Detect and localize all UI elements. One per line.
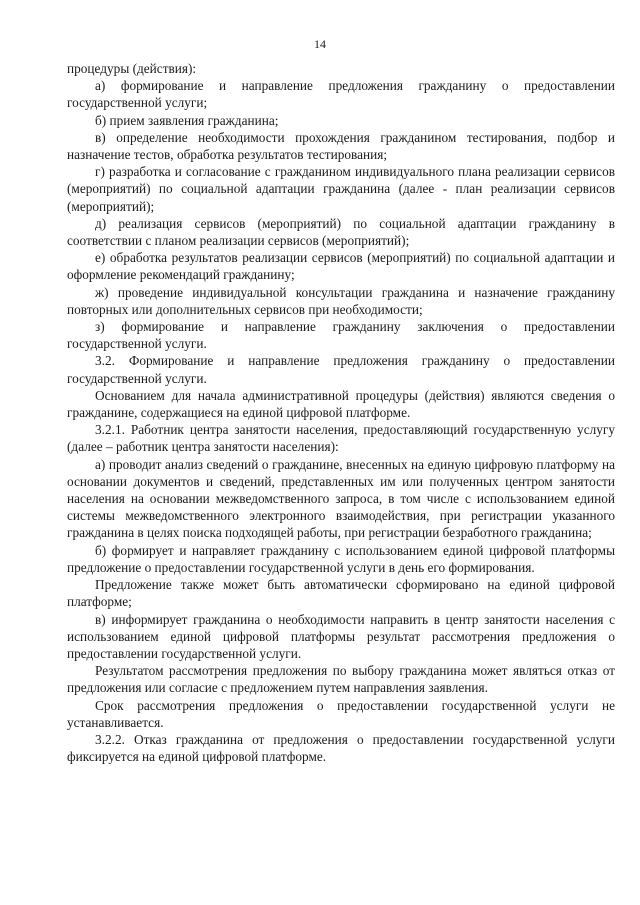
paragraph: 3.2. Формирование и направление предложения гражданину о предоставлении государственной услуги. — [67, 353, 615, 386]
paragraph: Предложение также может быть автоматически сформировано на единой цифровой платформе; — [67, 577, 615, 610]
paragraph: в) определение необходимости прохождения гражданином тестирования, подбор и назначение тестов, обработка результатов тестирования; — [67, 129, 615, 163]
paragraph: б) формирует и направляет гражданину с использованием единой цифровой платформы предложение о предоставлении государственной услуги в день его формирования. — [67, 542, 615, 575]
paragraph: Срок рассмотрения предложения о предоставлении государственной услуги не устанавливается. — [67, 697, 615, 730]
page-number: 14 — [314, 37, 326, 51]
paragraph: б) прием заявления гражданина; — [95, 112, 279, 128]
paragraph: ж) проведение индивидуальной консультации гражданина и назначение гражданину повторных или дополнительных сервисов при необходимости; — [67, 284, 615, 317]
paragraph: д) реализация сервисов (мероприятий) по социальной адаптации гражданину в соответствии с планом реализации сервисов (мероприятий); — [67, 215, 615, 249]
paragraph: Результатом рассмотрения предложения по выбору гражданина может являться отказ от предложения или согласие с предложением путем направления заявления. — [67, 663, 615, 696]
paragraph: в) информирует гражданина о необходимости направить в центр занятости населения с использованием единой цифровой платформы результат рассмотрения предложения о предоставлении государственной услуги. — [67, 611, 615, 661]
paragraph: е) обработка результатов реализации сервисов (мероприятий) по социальной адаптации и оформление рекомендаций гражданину; — [67, 250, 615, 283]
paragraph: а) формирование и направление предложения гражданину о предоставлении государственной услуги; — [67, 78, 615, 111]
document-body — [67, 60, 615, 765]
paragraph: а) проводит анализ сведений о гражданине, внесенных на единую цифровую платформу на основании документов и сведений, представленных им или полученных центром занятости населения на основании межведомственного запроса, в том числе с использованием единой системы межведомственного электронного взаимодействия, при регистрации указанного гражданина в целях поиска подходящей работы, при регистрации безработного гражданина; — [67, 456, 615, 541]
paragraph: г) разработка и согласование с гражданином индивидуального плана реализации сервисов (мероприятий) по социальной адаптации гражданина (далее - план реализации сервисов (мероприятий); — [67, 164, 615, 214]
paragraph: з) формирование и направление гражданину заключения о предоставлении государственной услуги. — [67, 319, 615, 352]
paragraph: 3.2.1. Работник центра занятости населения, предоставляющий государственную услугу (далее – работник центра занятости населения): — [67, 422, 615, 455]
paragraph: Основанием для начала административной процедуры (действия) являются сведения о гражданине, содержащиеся на единой цифровой платформе. — [67, 387, 615, 421]
paragraph: 3.2.2. Отказ гражданина от предложения о предоставлении государственной услуги фиксируется на единой цифровой платформе. — [67, 731, 615, 765]
paragraph: процедуры (действия): — [67, 61, 197, 76]
